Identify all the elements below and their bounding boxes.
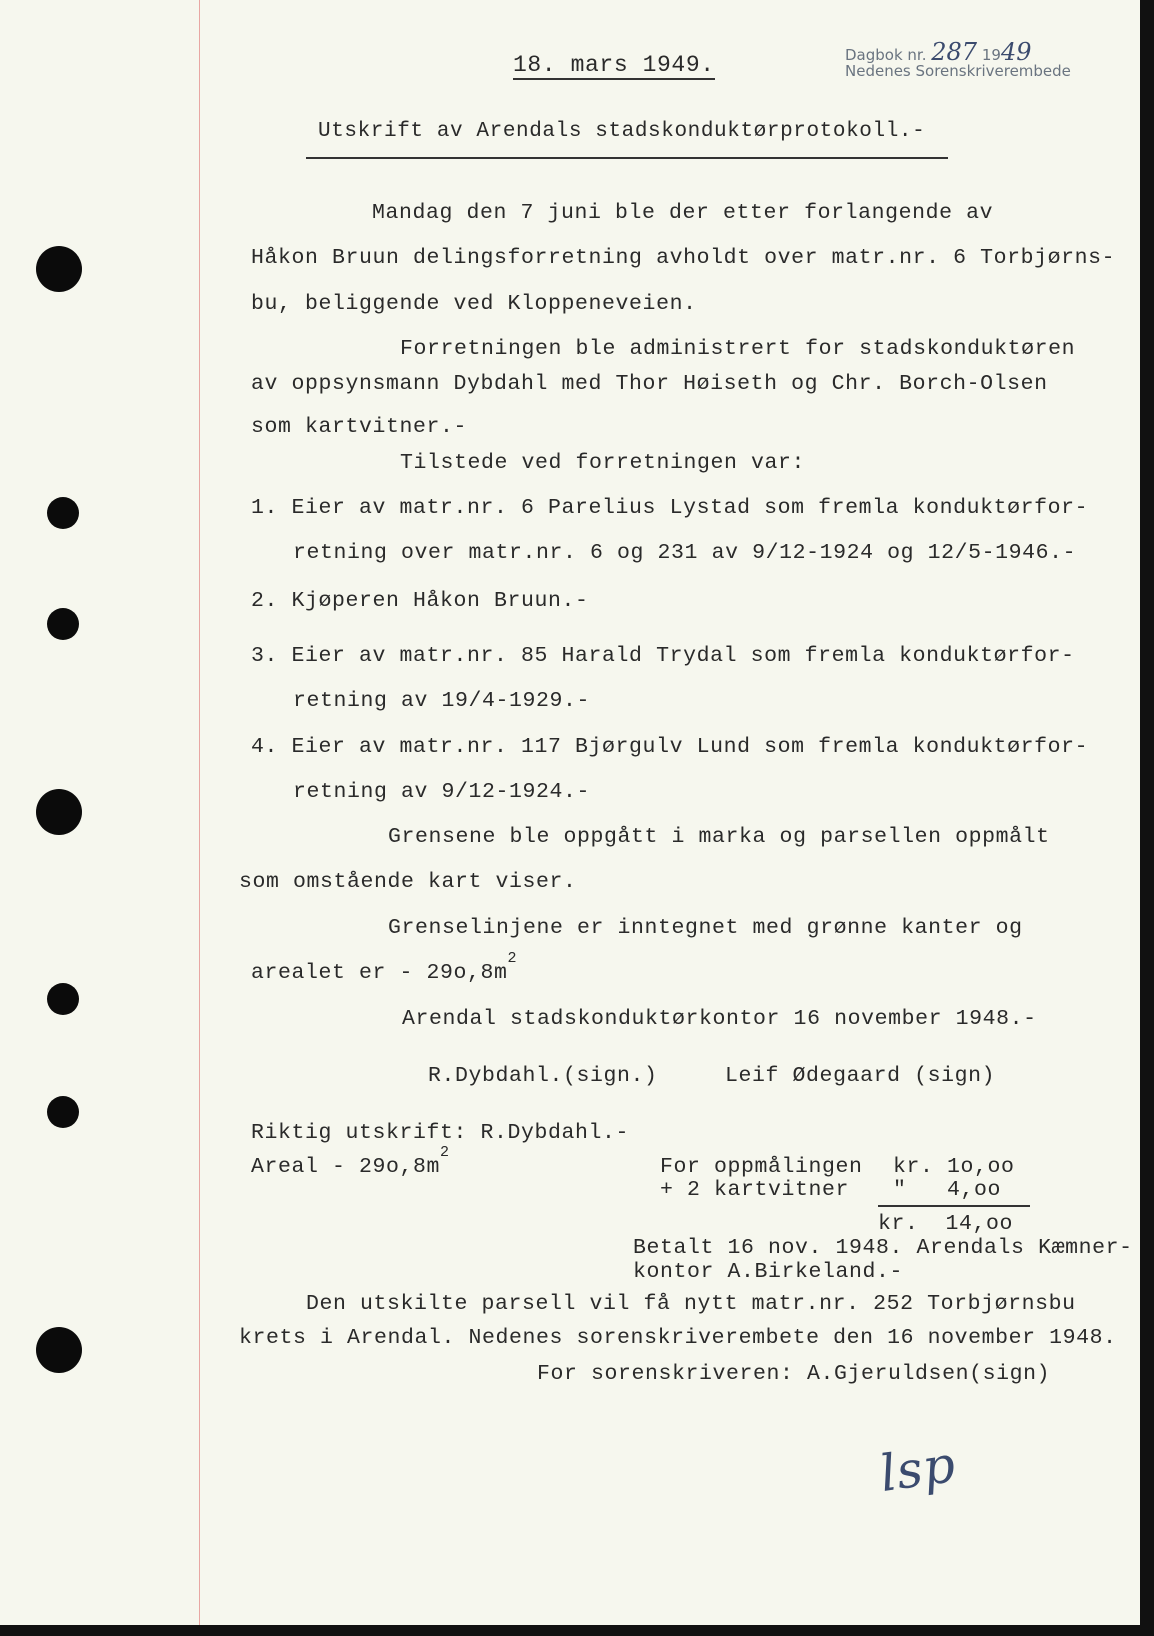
list-item-continuation: retning av 19/4-1929.- — [293, 689, 591, 713]
area-text: arealet er - 29o,8m — [251, 961, 508, 985]
certified-copy: Riktig utskrift: R.Dybdahl.- — [251, 1121, 630, 1145]
list-item: 1. Eier av matr.nr. 6 Parelius Lystad som fremla konduktørfor- — [251, 496, 1089, 520]
list-item: 3. Eier av matr.nr. 85 Harald Trydal som fremla konduktørfor- — [251, 644, 1075, 668]
document-title: Utskrift av Arendals stadskonduktørprotokoll.- — [318, 120, 926, 143]
payment-note: kontor A.Birkeland.- — [633, 1260, 904, 1284]
stamp-office: Nedenes Sorenskriverembede — [845, 62, 1071, 80]
list-item: 4. Eier av matr.nr. 117 Bjørgulv Lund som fremla konduktørfor- — [251, 735, 1089, 759]
superscript-2: 2 — [440, 1144, 450, 1161]
punch-hole — [36, 246, 82, 292]
body-line: som omstående kart viser. — [239, 870, 577, 894]
body-line: bu, beliggende ved Kloppeneveien. — [251, 292, 697, 316]
document-date: 18. mars 1949. — [513, 52, 715, 78]
summary-area-text: Areal - 29o,8m — [251, 1155, 441, 1179]
punch-hole — [36, 1327, 82, 1373]
stamp-year-suffix: 49 — [1000, 38, 1032, 66]
punch-hole — [47, 497, 79, 529]
signatures-line: R.Dybdahl.(sign.) Leif Ødegaard (sign) — [428, 1064, 996, 1088]
body-line: Grensene ble oppgått i marka og parsellen oppmålt — [388, 825, 1050, 849]
punch-hole — [47, 1096, 79, 1128]
summary-area — [251, 1144, 450, 1179]
fee-value: kr. 1o,oo — [893, 1155, 1015, 1179]
red-margin-line — [199, 0, 200, 1625]
list-item-continuation: retning av 9/12-1924.- — [293, 780, 591, 804]
fee-total: kr. 14,oo — [878, 1212, 1014, 1236]
closing-line: krets i Arendal. Nedenes sorenskriverembete den 16 november 1948. — [239, 1326, 1117, 1350]
body-line: som kartvitner.- — [251, 415, 468, 439]
closing-line: For sorenskriveren: A.Gjeruldsen(sign) — [537, 1362, 1051, 1386]
sum-rule — [878, 1205, 1030, 1207]
fee-label: + 2 kartvitner — [660, 1178, 850, 1202]
punch-hole — [47, 608, 79, 640]
punch-hole — [47, 983, 79, 1015]
stamp-dagbok-label: Dagbok nr. — [845, 46, 927, 64]
fee-label: For oppmålingen — [660, 1155, 863, 1179]
body-line: av oppsynsmann Dybdahl med Thor Høiseth og Chr. Borch-Olsen — [251, 372, 1048, 396]
body-line: Tilstede ved forretningen var: — [400, 451, 806, 475]
body-line: Arendal stadskonduktørkontor 16 november 1948.- — [402, 1007, 1037, 1031]
body-line: Forretningen ble administrert for stadskonduktøren — [400, 337, 1076, 361]
closing-line: Den utskilte parsell vil få nytt matr.nr. 252 Torbjørnsbu — [306, 1292, 1076, 1316]
superscript-2: 2 — [507, 950, 518, 967]
list-item: 2. Kjøperen Håkon Bruun.- — [251, 589, 589, 613]
punch-hole — [36, 789, 82, 835]
registration-stamp — [845, 38, 1071, 80]
title-underline — [306, 157, 948, 159]
stamp-year-prefix: 19 — [981, 46, 1001, 64]
handwritten-signature: lsp — [876, 1435, 960, 1503]
body-line: Håkon Bruun delingsforretning avholdt over matr.nr. 6 Torbjørns- — [251, 246, 1116, 270]
stamp-number: 287 — [931, 38, 978, 66]
area-line — [251, 950, 518, 985]
body-line: Grenselinjene er inntegnet med grønne kanter og — [388, 916, 1023, 940]
body-line: Mandag den 7 juni ble der etter forlangende av — [372, 201, 994, 225]
list-item-continuation: retning over matr.nr. 6 og 231 av 9/12-1924 og 12/5-1946.- — [293, 541, 1077, 565]
payment-note: Betalt 16 nov. 1948. Arendals Kæmner- — [633, 1236, 1133, 1260]
fee-value: " 4,oo — [893, 1178, 1002, 1202]
